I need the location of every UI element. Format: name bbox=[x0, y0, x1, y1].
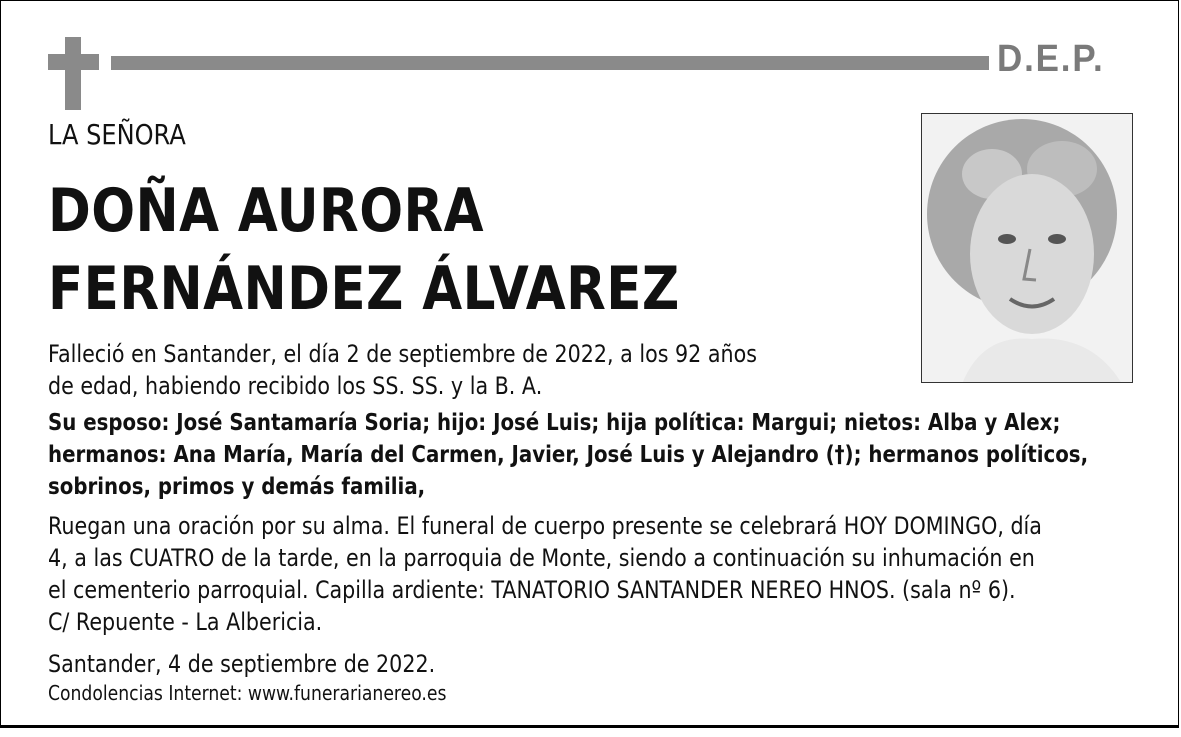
death-paragraph bbox=[48, 338, 757, 402]
dep-badge: D.E.P. bbox=[997, 38, 1105, 80]
funeral-paragraph bbox=[48, 510, 1042, 638]
family-line-3: sobrinos, primos y demás familia, bbox=[48, 474, 426, 500]
death-line-2: de edad, habiendo recibido los SS. SS. y la B. A. bbox=[48, 372, 543, 400]
family-line-2: hermanos: Ana María, María del Carmen, Javier, José Luis y Alejandro (†); hermanos políticos, bbox=[48, 442, 1089, 468]
funeral-line-2: 4, a las CUATRO de la tarde, en la parroquia de Monte, siendo a continuación su inhumación en bbox=[48, 544, 1035, 572]
name-line-1: DOÑA AURORA bbox=[48, 176, 485, 246]
place-date: Santander, 4 de septiembre de 2022. bbox=[48, 650, 436, 678]
portrait-image bbox=[922, 114, 1133, 383]
funeral-line-1: Ruegan una oración por su alma. El funeral de cuerpo presente se celebrará HOY DOMINGO, día bbox=[48, 512, 1042, 540]
funeral-line-4: C/ Repuente - La Albericia. bbox=[48, 608, 323, 636]
name-line-2: FERNÁNDEZ ÁLVAREZ bbox=[48, 254, 680, 324]
cross-icon bbox=[65, 37, 81, 110]
family-paragraph bbox=[48, 407, 1088, 503]
death-line-1: Falleció en Santander, el día 2 de septiembre de 2022, a los 92 años bbox=[48, 340, 757, 368]
header-rule bbox=[111, 56, 989, 70]
honorific-title: LA SEÑORA bbox=[48, 118, 186, 151]
portrait-photo bbox=[921, 113, 1133, 383]
cross-icon-bar bbox=[48, 54, 99, 70]
funeral-line-3: el cementerio parroquial. Capilla ardiente: TANATORIO SANTANDER NEREO HNOS. (sala nº 6). bbox=[48, 576, 1016, 604]
deceased-name bbox=[48, 172, 680, 328]
condolences-line: Condolencias Internet: www.funerarianereo.es bbox=[48, 681, 447, 705]
family-line-1: Su esposo: José Santamaría Soria; hijo: José Luis; hija política: Margui; nietos: Alba y Alex; bbox=[48, 410, 1061, 436]
